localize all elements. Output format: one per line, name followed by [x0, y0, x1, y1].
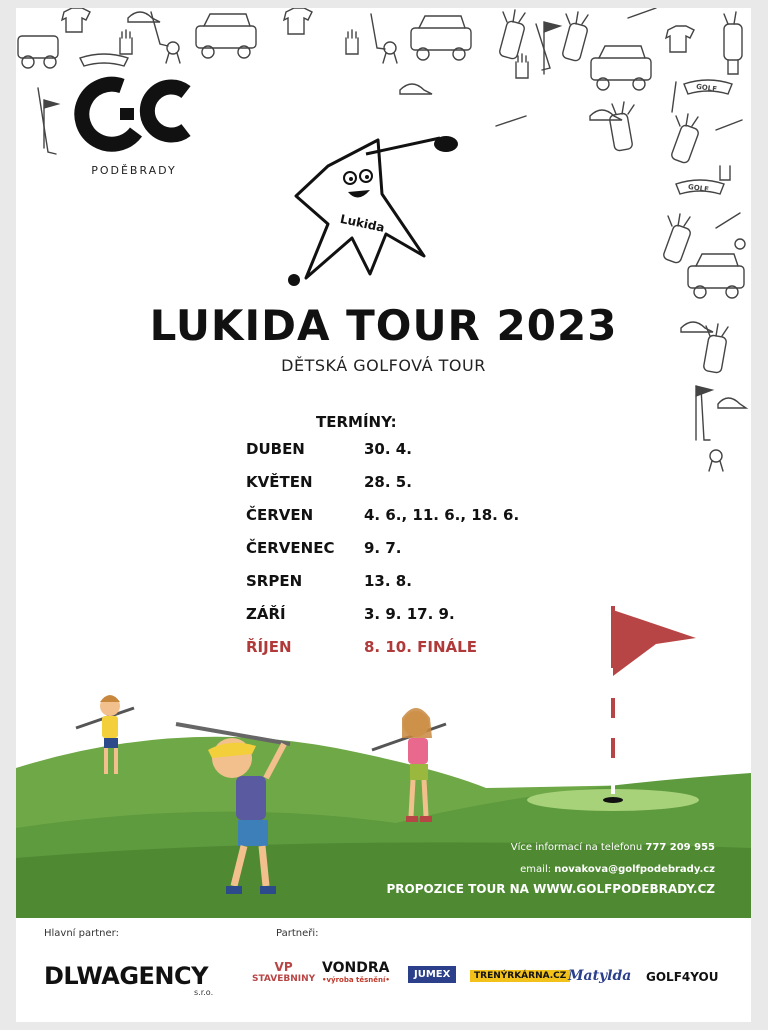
mascot-name-label: Lukida	[338, 211, 386, 235]
schedule-dates: 13. 8.	[364, 572, 412, 590]
page-subtitle: DĚTSKÁ GOLFOVÁ TOUR	[281, 356, 486, 375]
golf-cart-icon	[591, 46, 651, 90]
golf-cart-icon	[411, 16, 471, 60]
trenyrkarna-logo: TRENÝRKÁRNA.CZ	[470, 970, 570, 982]
poster	[16, 8, 751, 1022]
schedule-dates: 30. 4.	[364, 440, 412, 458]
schedule-month: DUBEN	[246, 440, 305, 458]
polo-shirt-icon	[62, 8, 694, 52]
flag-icon	[613, 606, 696, 794]
phone-number: 777 209 955	[645, 842, 715, 853]
schedule-month: SRPEN	[246, 572, 303, 590]
golf-bag-icon	[724, 12, 742, 60]
golf-cart-icon	[688, 254, 744, 298]
golf-hole	[603, 797, 623, 803]
schedule-month: ČERVEN	[246, 506, 314, 524]
schedule-month: KVĚTEN	[246, 473, 313, 491]
logo-subtitle: PODĚBRADY	[91, 164, 177, 177]
golf-ball-icon	[288, 274, 300, 286]
vondra-logo: VONDRA •výroba těsnění•	[322, 960, 390, 984]
info-email: email: novakova@golfpodebrady.cz	[520, 864, 715, 875]
propozice-link[interactable]: PROPOZICE TOUR NA WWW.GOLFPODEBRADY.CZ	[386, 882, 715, 896]
email-address[interactable]: novakova@golfpodebrady.cz	[554, 864, 715, 875]
schedule-dates: 28. 5.	[364, 473, 412, 491]
golf-bag-icon	[609, 102, 634, 151]
main-partner-label: Hlavní partner:	[44, 928, 119, 939]
terms-heading: TERMÍNY:	[316, 413, 397, 431]
golf-bag-icon	[562, 12, 589, 62]
matylda-logo: Matylda	[568, 968, 632, 984]
page-title: LUKIDA TOUR 2023	[149, 301, 618, 350]
schedule-dates: 4. 6., 11. 6., 18. 6.	[364, 506, 520, 524]
info-phone: Více informací na telefonu 777 209 955	[510, 842, 715, 853]
golf-bag-icon	[499, 10, 526, 60]
vp-stavebniny-logo: VP STAVEBNINY	[252, 960, 316, 984]
svg-text:GOLF: GOLF	[695, 82, 718, 94]
schedule-dates: 8. 10. FINÁLE	[364, 638, 477, 656]
golf-cart-icon	[18, 36, 58, 68]
schedule-month: ČERVENEC	[246, 539, 335, 557]
lukida-star-mascot	[266, 128, 466, 298]
jumex-logo: JUMEX	[408, 966, 456, 983]
golf-cart-icon	[196, 14, 256, 58]
svg-text:GOLF: GOLF	[687, 182, 710, 194]
golf-bag-icon	[662, 214, 691, 264]
schedule-month: ZÁŘÍ	[246, 605, 286, 623]
dlwagency-logo: DLWAGENCY s.r.o.	[44, 962, 214, 997]
schedule-dates: 9. 7.	[364, 539, 402, 557]
golf-bag-icon	[670, 114, 699, 164]
schedule-dates: 3. 9. 17. 9.	[364, 605, 455, 623]
golf4you-logo: GOLF4YOU	[646, 970, 719, 984]
schedule-month: ŘÍJEN	[246, 638, 292, 656]
partners-label: Partneři:	[276, 928, 319, 939]
